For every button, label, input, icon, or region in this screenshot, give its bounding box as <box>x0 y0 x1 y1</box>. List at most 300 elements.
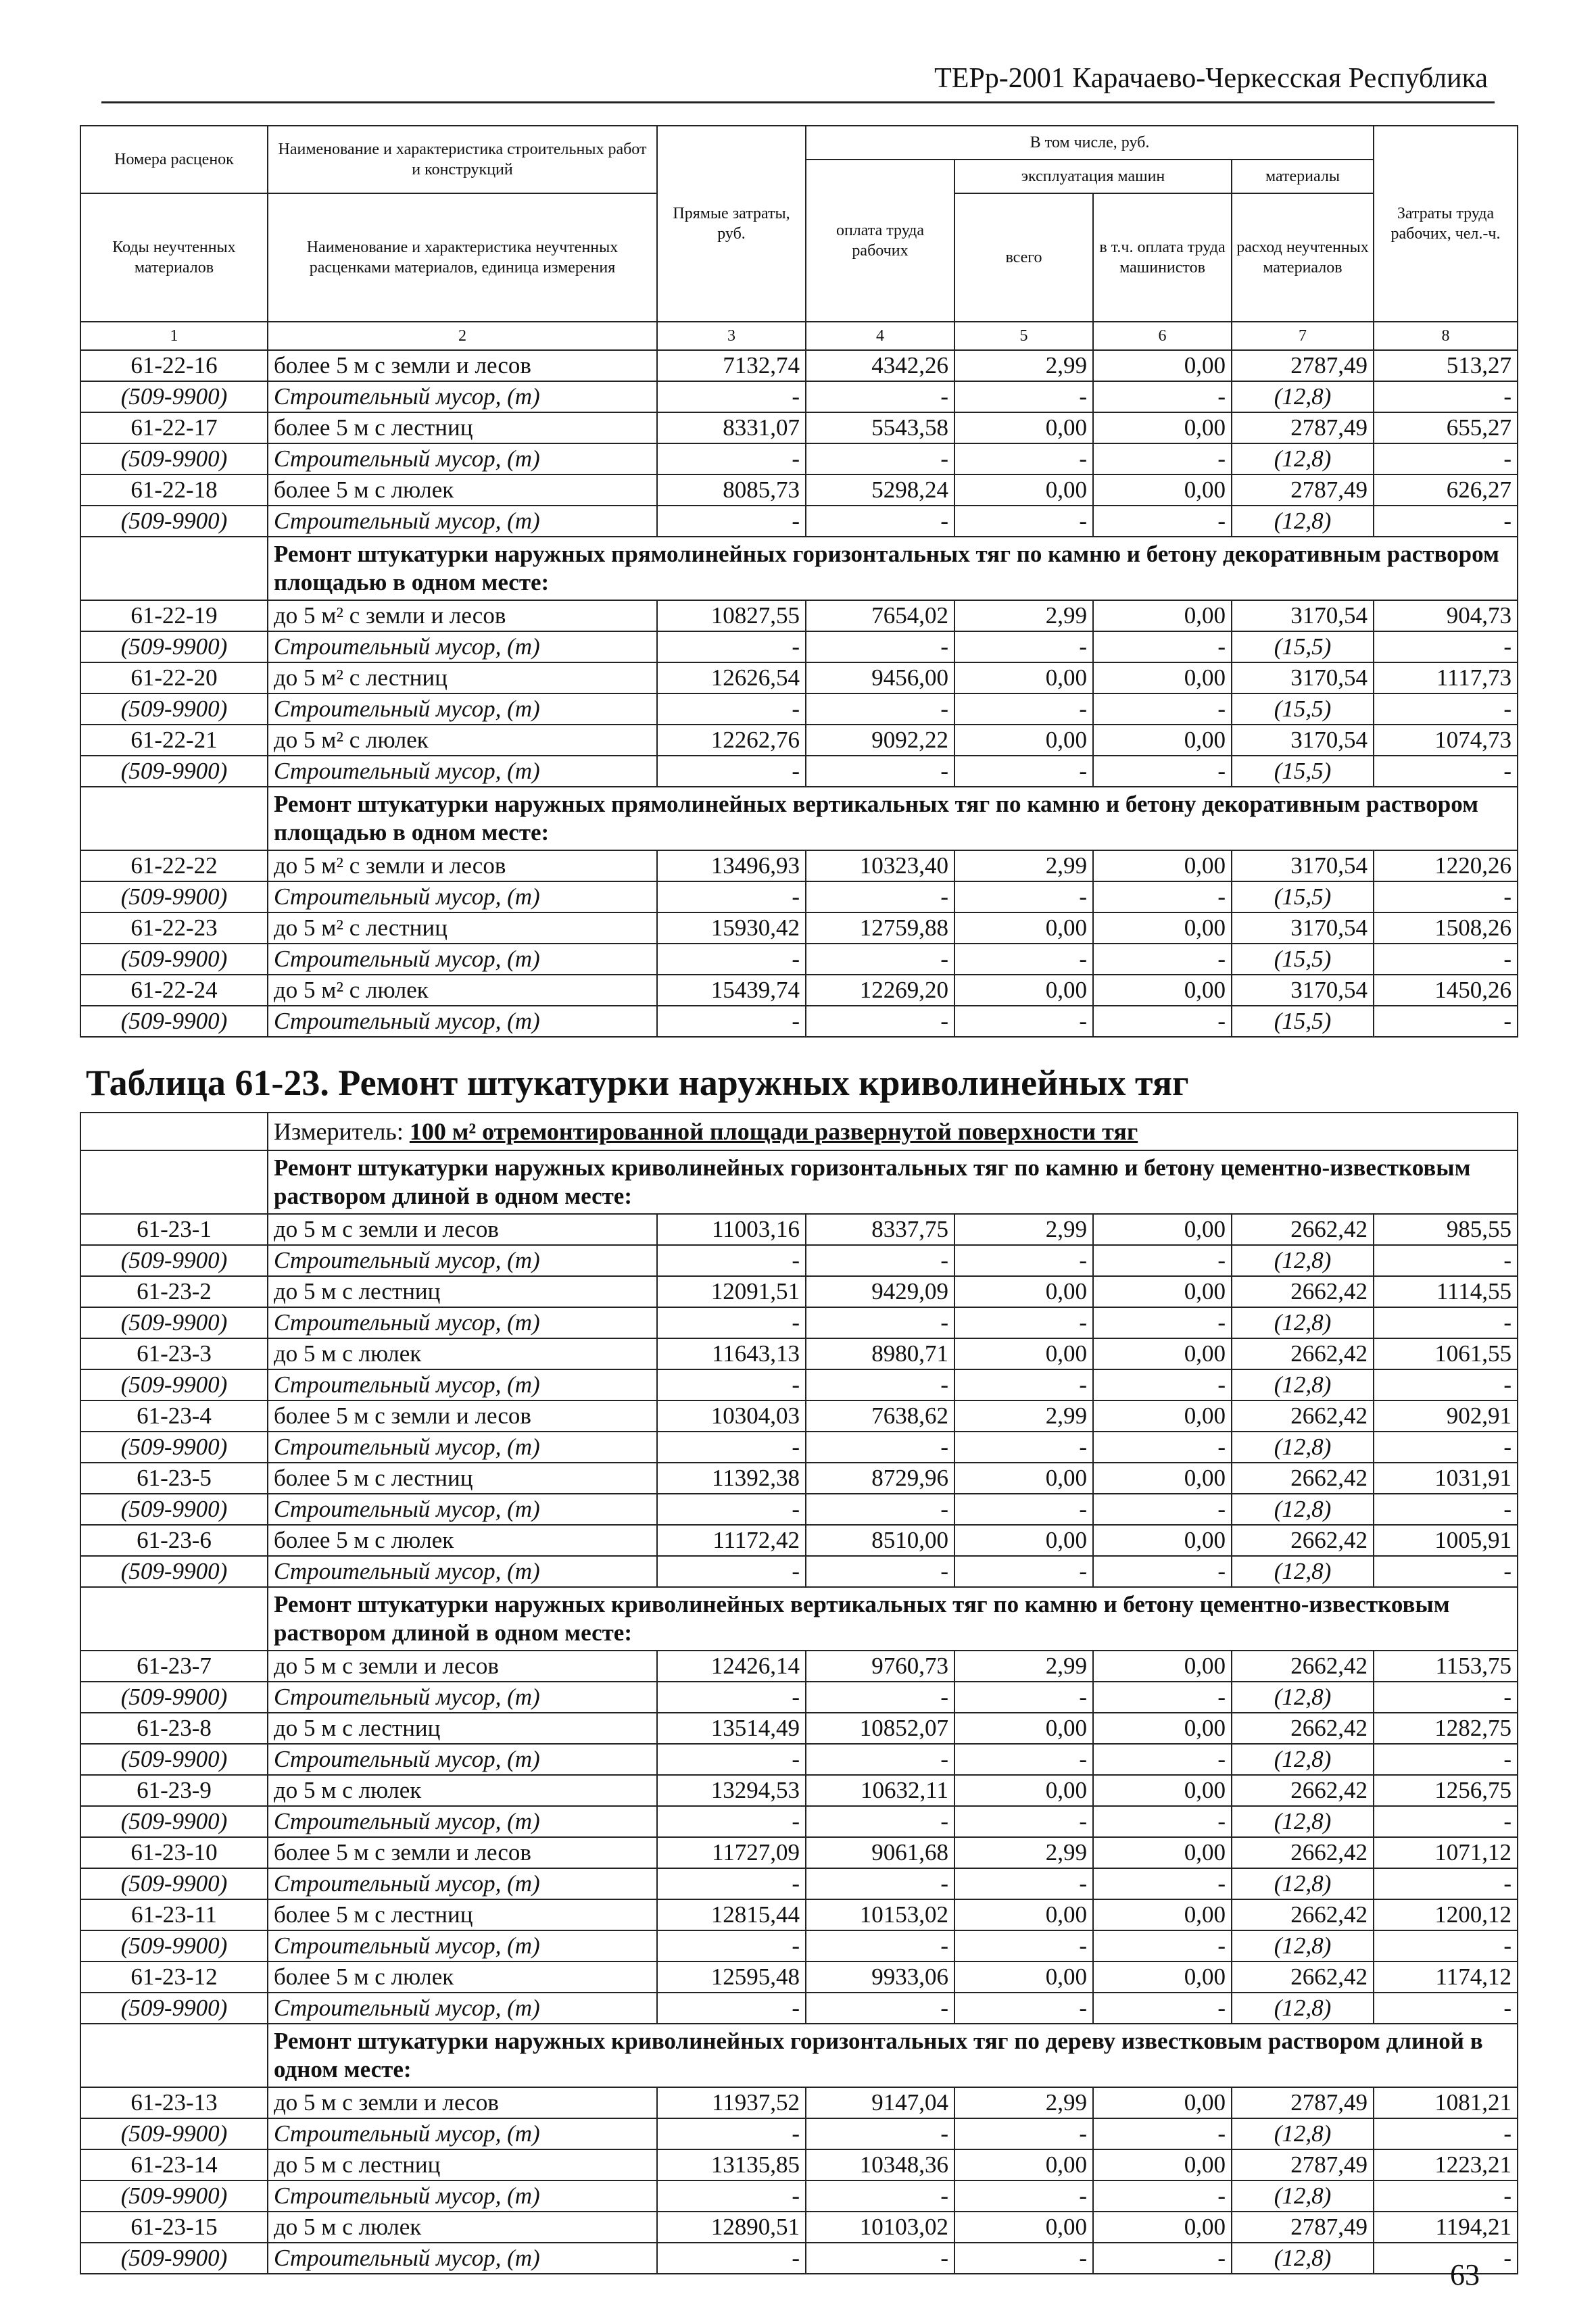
dash-cell: - <box>1093 2118 1232 2149</box>
labor-pay: 7638,62 <box>806 1400 954 1432</box>
material-code: (509-9900) <box>80 756 268 787</box>
direct-costs: 12626,54 <box>657 662 806 693</box>
rate-code: 61-23-4 <box>80 1400 268 1432</box>
dash-cell: - <box>1093 1993 1232 2024</box>
section-heading: Ремонт штукатурки наружных криволинейных вертикальных тяг по камню и бетону цементно-известковым раствором длиной в одном месте: <box>268 1587 1518 1651</box>
work-name: до 5 м с люлек <box>268 1338 657 1369</box>
material-row <box>80 1868 1518 1899</box>
machines-total: 0,00 <box>954 1525 1093 1556</box>
dash-cell: - <box>1093 1930 1232 1961</box>
material-name: Строительный мусор, (т) <box>268 381 657 412</box>
material-code: (509-9900) <box>80 1993 268 2024</box>
rate-code: 61-22-24 <box>80 975 268 1006</box>
material-quantity: (12,8) <box>1232 1245 1374 1276</box>
direct-costs: 12815,44 <box>657 1899 806 1930</box>
material-name: Строительный мусор, (т) <box>268 1494 657 1525</box>
material-quantity: (12,8) <box>1232 443 1374 474</box>
labor-pay: 9092,22 <box>806 725 954 756</box>
dash-cell: - <box>657 1307 806 1338</box>
dash-cell: - <box>954 1369 1093 1400</box>
column-number: 1 <box>80 322 268 350</box>
work-name: более 5 м с земли и лесов <box>268 1400 657 1432</box>
page-number: 63 <box>1450 2258 1480 2291</box>
dash-cell: - <box>1093 693 1232 725</box>
labor-hours: 1074,73 <box>1374 725 1518 756</box>
direct-costs: 8331,07 <box>657 412 806 443</box>
dash-cell: - <box>806 756 954 787</box>
material-code: (509-9900) <box>80 1556 268 1587</box>
dash-cell: - <box>1093 443 1232 474</box>
material-row <box>80 881 1518 912</box>
labor-pay: 10323,40 <box>806 850 954 881</box>
material-quantity: (12,8) <box>1232 506 1374 537</box>
dash-cell: - <box>806 381 954 412</box>
dash-cell: - <box>1093 1245 1232 1276</box>
dash-cell: - <box>954 1682 1093 1713</box>
dash-cell: - <box>657 2180 806 2212</box>
work-name: до 5 м² с лестниц <box>268 912 657 944</box>
rate-row <box>80 600 1518 631</box>
dash-cell: - <box>657 1556 806 1587</box>
dash-cell: - <box>954 1245 1093 1276</box>
material-code: (509-9900) <box>80 693 268 725</box>
material-code: (509-9900) <box>80 1307 268 1338</box>
material-quantity: (12,8) <box>1232 1307 1374 1338</box>
rate-code: 61-22-22 <box>80 850 268 881</box>
machinists-pay: 0,00 <box>1093 1961 1232 1993</box>
dash-cell: - <box>954 2243 1093 2274</box>
dash-cell: - <box>954 443 1093 474</box>
machinists-pay: 0,00 <box>1093 1899 1232 1930</box>
material-row <box>80 1744 1518 1775</box>
material-quantity: (15,5) <box>1232 944 1374 975</box>
work-name: до 5 м² с лестниц <box>268 662 657 693</box>
rate-row <box>80 412 1518 443</box>
header-labor-pay: оплата труда рабочих <box>806 160 954 322</box>
material-row <box>80 443 1518 474</box>
dash-cell: - <box>1374 506 1518 537</box>
direct-costs: 11643,13 <box>657 1338 806 1369</box>
table-title: Таблица 61-23. Ремонт штукатурки наружных криволинейных тяг <box>80 1037 1518 1113</box>
dash-cell: - <box>1374 1868 1518 1899</box>
material-code: (509-9900) <box>80 1494 268 1525</box>
direct-costs: 13294,53 <box>657 1775 806 1806</box>
dash-cell: - <box>657 506 806 537</box>
rates-table <box>80 125 1518 2274</box>
material-row <box>80 1307 1518 1338</box>
material-code: (509-9900) <box>80 506 268 537</box>
machinists-pay: 0,00 <box>1093 1276 1232 1307</box>
dash-cell: - <box>806 881 954 912</box>
section-row <box>80 537 1518 600</box>
direct-costs: 12890,51 <box>657 2212 806 2243</box>
material-row <box>80 944 1518 975</box>
material-code: (509-9900) <box>80 1806 268 1837</box>
dash-cell: - <box>954 381 1093 412</box>
material-name: Строительный мусор, (т) <box>268 1993 657 2024</box>
labor-hours: 1005,91 <box>1374 1525 1518 1556</box>
material-name: Строительный мусор, (т) <box>268 1307 657 1338</box>
labor-pay: 9456,00 <box>806 662 954 693</box>
materials-cost: 2787,49 <box>1232 2149 1374 2180</box>
labor-hours: 1031,91 <box>1374 1463 1518 1494</box>
materials-cost: 3170,54 <box>1232 850 1374 881</box>
dash-cell: - <box>657 1744 806 1775</box>
dash-cell: - <box>1093 631 1232 662</box>
rate-row <box>80 1961 1518 1993</box>
dash-cell: - <box>1374 1245 1518 1276</box>
dash-cell: - <box>954 1806 1093 1837</box>
dash-cell: - <box>954 2180 1093 2212</box>
labor-hours: 1081,21 <box>1374 2087 1518 2118</box>
material-name: Строительный мусор, (т) <box>268 2118 657 2149</box>
material-row <box>80 1930 1518 1961</box>
empty-cell <box>80 787 268 850</box>
work-name: до 5 м с лестниц <box>268 1713 657 1744</box>
work-name: более 5 м с люлек <box>268 1525 657 1556</box>
machinists-pay: 0,00 <box>1093 474 1232 506</box>
material-quantity: (12,8) <box>1232 2243 1374 2274</box>
dash-cell: - <box>954 1006 1093 1037</box>
dash-cell: - <box>1374 1682 1518 1713</box>
section-heading: Ремонт штукатурки наружных криволинейных горизонтальных тяг по камню и бетону цементно-известковым раствором длиной в одном месте: <box>268 1150 1518 1214</box>
labor-pay: 4342,26 <box>806 350 954 381</box>
material-name: Строительный мусор, (т) <box>268 944 657 975</box>
direct-costs: 11727,09 <box>657 1837 806 1868</box>
material-quantity: (12,8) <box>1232 1556 1374 1587</box>
labor-pay: 8729,96 <box>806 1463 954 1494</box>
labor-hours: 513,27 <box>1374 350 1518 381</box>
machinists-pay: 0,00 <box>1093 662 1232 693</box>
labor-pay: 8337,75 <box>806 1214 954 1245</box>
dash-cell: - <box>954 1930 1093 1961</box>
material-name: Строительный мусор, (т) <box>268 631 657 662</box>
machines-total: 0,00 <box>954 1775 1093 1806</box>
material-code: (509-9900) <box>80 1868 268 1899</box>
table-header <box>80 126 1518 350</box>
rate-code: 61-23-13 <box>80 2087 268 2118</box>
dash-cell: - <box>657 381 806 412</box>
labor-pay: 9933,06 <box>806 1961 954 1993</box>
direct-costs: 15930,42 <box>657 912 806 944</box>
material-code: (509-9900) <box>80 1744 268 1775</box>
labor-pay: 10632,11 <box>806 1775 954 1806</box>
work-name: более 5 м с люлек <box>268 474 657 506</box>
rate-row <box>80 912 1518 944</box>
material-row <box>80 2243 1518 2274</box>
dash-cell: - <box>1374 1307 1518 1338</box>
dash-cell: - <box>954 693 1093 725</box>
labor-pay: 10103,02 <box>806 2212 954 2243</box>
machinists-pay: 0,00 <box>1093 350 1232 381</box>
dash-cell: - <box>1374 2180 1518 2212</box>
machines-total: 0,00 <box>954 2149 1093 2180</box>
machines-total: 2,99 <box>954 1651 1093 1682</box>
material-row <box>80 1432 1518 1463</box>
dash-cell: - <box>1374 693 1518 725</box>
dash-cell: - <box>1093 506 1232 537</box>
dash-cell: - <box>657 1868 806 1899</box>
labor-hours: 1450,26 <box>1374 975 1518 1006</box>
materials-cost: 2662,42 <box>1232 1837 1374 1868</box>
material-row <box>80 1806 1518 1837</box>
rate-code: 61-23-5 <box>80 1463 268 1494</box>
material-quantity: (12,8) <box>1232 1682 1374 1713</box>
machines-total: 2,99 <box>954 1214 1093 1245</box>
dash-cell: - <box>806 944 954 975</box>
labor-pay: 9147,04 <box>806 2087 954 2118</box>
machines-total: 0,00 <box>954 1713 1093 1744</box>
dash-cell: - <box>1374 1432 1518 1463</box>
dash-cell: - <box>954 1744 1093 1775</box>
header-unaccounted-materials: расход неучтенных материалов <box>1232 193 1374 322</box>
direct-costs: 11937,52 <box>657 2087 806 2118</box>
materials-cost: 2662,42 <box>1232 1214 1374 1245</box>
material-quantity: (12,8) <box>1232 1868 1374 1899</box>
machines-total: 0,00 <box>954 1276 1093 1307</box>
labor-hours: 1508,26 <box>1374 912 1518 944</box>
dash-cell: - <box>806 1930 954 1961</box>
empty-cell <box>80 537 268 600</box>
labor-hours: 1117,73 <box>1374 662 1518 693</box>
work-name: до 5 м² с люлек <box>268 725 657 756</box>
machinists-pay: 0,00 <box>1093 725 1232 756</box>
labor-hours: 1114,55 <box>1374 1276 1518 1307</box>
dash-cell: - <box>657 1369 806 1400</box>
work-name: до 5 м² с люлек <box>268 975 657 1006</box>
column-number: 4 <box>806 322 954 350</box>
work-name: до 5 м с земли и лесов <box>268 1651 657 1682</box>
material-code: (509-9900) <box>80 381 268 412</box>
materials-cost: 2662,42 <box>1232 1463 1374 1494</box>
machines-total: 0,00 <box>954 725 1093 756</box>
dash-cell: - <box>806 1682 954 1713</box>
machines-total: 2,99 <box>954 350 1093 381</box>
material-name: Строительный мусор, (т) <box>268 1744 657 1775</box>
dash-cell: - <box>954 1556 1093 1587</box>
dash-cell: - <box>954 1432 1093 1463</box>
materials-cost: 3170,54 <box>1232 912 1374 944</box>
materials-cost: 2662,42 <box>1232 1276 1374 1307</box>
header-including: В том числе, руб. <box>806 126 1374 160</box>
dash-cell: - <box>657 2118 806 2149</box>
dash-cell: - <box>1093 2243 1232 2274</box>
dash-cell: - <box>1093 1806 1232 1837</box>
rate-row <box>80 2212 1518 2243</box>
labor-pay: 7654,02 <box>806 600 954 631</box>
header-machinists-pay: в т.ч. оплата труда машинистов <box>1093 193 1232 322</box>
labor-hours: 1200,12 <box>1374 1899 1518 1930</box>
dash-cell: - <box>1093 2180 1232 2212</box>
machinists-pay: 0,00 <box>1093 1651 1232 1682</box>
rate-row <box>80 1651 1518 1682</box>
labor-pay: 8510,00 <box>806 1525 954 1556</box>
section-heading: Ремонт штукатурки наружных криволинейных горизонтальных тяг по дереву известковым раствором длиной в одном месте: <box>268 2024 1518 2087</box>
measure-row <box>80 1113 1518 1150</box>
rate-row <box>80 2087 1518 2118</box>
material-code: (509-9900) <box>80 2243 268 2274</box>
dash-cell: - <box>806 1494 954 1525</box>
dash-cell: - <box>954 881 1093 912</box>
material-name: Строительный мусор, (т) <box>268 1806 657 1837</box>
machinists-pay: 0,00 <box>1093 975 1232 1006</box>
rate-code: 61-23-12 <box>80 1961 268 1993</box>
dash-cell: - <box>806 2243 954 2274</box>
material-row <box>80 1556 1518 1587</box>
materials-cost: 2787,49 <box>1232 412 1374 443</box>
material-code: (509-9900) <box>80 2118 268 2149</box>
empty-cell <box>80 1113 268 1150</box>
labor-pay: 8980,71 <box>806 1338 954 1369</box>
dash-cell: - <box>657 1682 806 1713</box>
materials-cost: 2787,49 <box>1232 2087 1374 2118</box>
labor-pay: 10153,02 <box>806 1899 954 1930</box>
dash-cell: - <box>806 1744 954 1775</box>
machines-total: 2,99 <box>954 1400 1093 1432</box>
labor-hours: 902,91 <box>1374 1400 1518 1432</box>
material-quantity: (12,8) <box>1232 1930 1374 1961</box>
dash-cell: - <box>1093 1868 1232 1899</box>
dash-cell: - <box>1093 1494 1232 1525</box>
labor-hours: 1194,21 <box>1374 2212 1518 2243</box>
material-row <box>80 2118 1518 2149</box>
machines-total: 0,00 <box>954 1961 1093 1993</box>
dash-cell: - <box>954 506 1093 537</box>
material-code: (509-9900) <box>80 2180 268 2212</box>
machinists-pay: 0,00 <box>1093 2212 1232 2243</box>
work-name: более 5 м с лестниц <box>268 1899 657 1930</box>
rate-row <box>80 1214 1518 1245</box>
material-quantity: (15,5) <box>1232 756 1374 787</box>
work-name: до 5 м² с земли и лесов <box>268 600 657 631</box>
materials-cost: 3170,54 <box>1232 600 1374 631</box>
machines-total: 0,00 <box>954 1338 1093 1369</box>
direct-costs: 11392,38 <box>657 1463 806 1494</box>
materials-cost: 2662,42 <box>1232 1651 1374 1682</box>
direct-costs: 13496,93 <box>657 850 806 881</box>
labor-hours: 1153,75 <box>1374 1651 1518 1682</box>
labor-hours: 1223,21 <box>1374 2149 1518 2180</box>
labor-pay: 10852,07 <box>806 1713 954 1744</box>
dash-cell: - <box>1374 1993 1518 2024</box>
dash-cell: - <box>1093 1369 1232 1400</box>
dash-cell: - <box>1374 944 1518 975</box>
rate-code: 61-22-21 <box>80 725 268 756</box>
material-quantity: (12,8) <box>1232 2180 1374 2212</box>
materials-cost: 2787,49 <box>1232 2212 1374 2243</box>
rate-row <box>80 850 1518 881</box>
labor-hours: 655,27 <box>1374 412 1518 443</box>
header-materials: материалы <box>1232 160 1374 193</box>
dash-cell: - <box>657 631 806 662</box>
dash-cell: - <box>1093 1682 1232 1713</box>
dash-cell: - <box>806 1993 954 2024</box>
machinists-pay: 0,00 <box>1093 600 1232 631</box>
material-code: (509-9900) <box>80 944 268 975</box>
dash-cell: - <box>1374 1744 1518 1775</box>
dash-cell: - <box>1093 381 1232 412</box>
material-row <box>80 1682 1518 1713</box>
rate-code: 61-23-11 <box>80 1899 268 1930</box>
materials-cost: 2787,49 <box>1232 350 1374 381</box>
dash-cell: - <box>1374 631 1518 662</box>
dash-cell: - <box>1374 2243 1518 2274</box>
machines-total: 0,00 <box>954 1463 1093 1494</box>
rate-code: 61-22-18 <box>80 474 268 506</box>
dash-cell: - <box>1093 756 1232 787</box>
dash-cell: - <box>806 1868 954 1899</box>
column-number: 5 <box>954 322 1093 350</box>
dash-cell: - <box>1374 2118 1518 2149</box>
material-quantity: (15,5) <box>1232 693 1374 725</box>
material-row <box>80 506 1518 537</box>
dash-cell: - <box>657 756 806 787</box>
rate-code: 61-23-3 <box>80 1338 268 1369</box>
rate-row <box>80 1713 1518 1744</box>
work-name: более 5 м с земли и лесов <box>268 350 657 381</box>
material-name: Строительный мусор, (т) <box>268 693 657 725</box>
column-number: 2 <box>268 322 657 350</box>
dash-cell: - <box>657 693 806 725</box>
materials-cost: 2662,42 <box>1232 1525 1374 1556</box>
labor-pay: 9429,09 <box>806 1276 954 1307</box>
dash-cell: - <box>806 631 954 662</box>
rate-row <box>80 1276 1518 1307</box>
running-header: ТЕРр-2001 Карачаево-Черкесская Республика <box>934 63 1488 94</box>
direct-costs: 12595,48 <box>657 1961 806 1993</box>
material-row <box>80 756 1518 787</box>
header-work-name: Наименование и характеристика строительных работ и конструкций <box>268 126 657 193</box>
header-direct-costs: Прямые затраты, руб. <box>657 126 806 322</box>
header-material-name: Наименование и характеристика неучтенных расценками материалов, единица измерения <box>268 193 657 322</box>
dash-cell: - <box>806 693 954 725</box>
direct-costs: 12262,76 <box>657 725 806 756</box>
machinists-pay: 0,00 <box>1093 412 1232 443</box>
material-quantity: (12,8) <box>1232 1806 1374 1837</box>
machines-total: 2,99 <box>954 2087 1093 2118</box>
dash-cell: - <box>954 631 1093 662</box>
material-code: (509-9900) <box>80 1006 268 1037</box>
dash-cell: - <box>806 1369 954 1400</box>
dash-cell: - <box>1374 756 1518 787</box>
material-name: Строительный мусор, (т) <box>268 1245 657 1276</box>
rate-row <box>80 1899 1518 1930</box>
machinists-pay: 0,00 <box>1093 1463 1232 1494</box>
material-name: Строительный мусор, (т) <box>268 1006 657 1037</box>
dash-cell: - <box>806 506 954 537</box>
dash-cell: - <box>657 944 806 975</box>
materials-cost: 3170,54 <box>1232 662 1374 693</box>
column-number: 8 <box>1374 322 1518 350</box>
dash-cell: - <box>806 1245 954 1276</box>
material-row <box>80 693 1518 725</box>
material-quantity: (12,8) <box>1232 1432 1374 1463</box>
direct-costs: 15439,74 <box>657 975 806 1006</box>
material-quantity: (12,8) <box>1232 2118 1374 2149</box>
rate-code: 61-22-19 <box>80 600 268 631</box>
machinists-pay: 0,00 <box>1093 1525 1232 1556</box>
rate-row <box>80 1400 1518 1432</box>
labor-pay: 5543,58 <box>806 412 954 443</box>
machinists-pay: 0,00 <box>1093 1713 1232 1744</box>
machinists-pay: 0,00 <box>1093 2087 1232 2118</box>
labor-hours: 904,73 <box>1374 600 1518 631</box>
work-name: более 5 м с лестниц <box>268 412 657 443</box>
material-code: (509-9900) <box>80 443 268 474</box>
machines-total: 0,00 <box>954 912 1093 944</box>
material-code: (509-9900) <box>80 1369 268 1400</box>
dash-cell: - <box>806 2180 954 2212</box>
